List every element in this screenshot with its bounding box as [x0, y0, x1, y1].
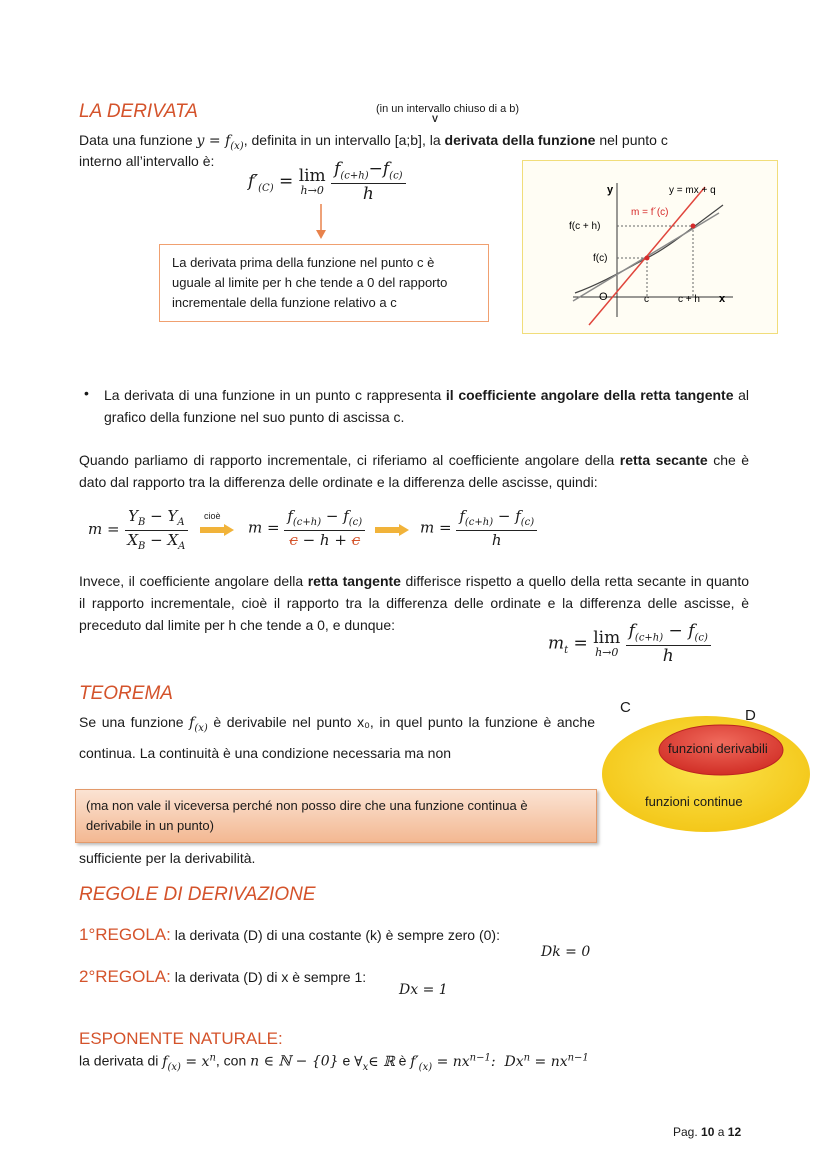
venn-c-label: C	[620, 699, 631, 716]
derivative-formula: $f'_{(C)}$ = lim h→0 $\frac{f_{(c+h)}-f_{(c)}}{h}$	[248, 160, 406, 204]
bullet-paragraph: La derivata di una funzione in un punto c rappresenta il coefficiente angolare della retta tangente al grafico della funzione nel suo punto di ascissa c.	[104, 387, 750, 425]
note-arrow: V	[432, 114, 439, 124]
teorema-note-box: (ma non vale il viceversa perché non posso dire che una funzione continua è derivabile in un punto)	[75, 789, 597, 843]
definition-box: La derivata prima della funzione nel punto c è uguale al limite per h che tende a 0 del rapporto incrementale della funzione relativo a c	[159, 244, 489, 322]
esponente-title: ESPONENTE NATURALE:	[79, 1029, 283, 1048]
arrow-right-icon-2	[375, 524, 411, 536]
arrow-down-icon	[314, 204, 328, 240]
secant-paragraph: Quando parliamo di rapporto incrementale, ci riferiamo al coefficiente angolare della retta secante che è dato dal rapporto tra la differenza delle ordinate e la differenza delle ascisse, quindi:	[79, 452, 750, 490]
page-title: LA DERIVATA	[79, 101, 198, 122]
tangent-paragraph: Invece, il coefficiente angolare della retta tangente differisce rispetto a quello della retta secante in quanto il rapporto incrementale, cioè il rapporto tra la differenza delle ordinate e la differenza delle ascisse, è preceduto dal limite per h che tende a 0, e dunque:	[79, 573, 750, 633]
arrow-right-icon	[200, 524, 236, 536]
secant-formula: m = $\frac{Y_B - Y_A}{X_B - X_A}$	[88, 508, 188, 552]
page-number: Pag. 10 a 12	[673, 1125, 742, 1139]
cioe-label: cioè	[204, 511, 221, 521]
regole-title: REGOLE DI DERIVAZIONE	[79, 884, 316, 905]
intro-line2: interno all’intervallo è:	[79, 153, 215, 169]
venn-inner-label: funzioni derivabili	[668, 741, 768, 756]
simplified-formula: m = $\frac{f_{(c+h)} - f_{(c)}}{h}$	[420, 508, 537, 549]
incremental-formula: m = $\frac{f_{(c+h)} - f_{(c)}}{c - h + c}$	[248, 508, 365, 549]
tangent-graph	[522, 160, 778, 334]
teorema-end: sufficiente per la derivabilità.	[79, 850, 256, 866]
teorema-title: TEOREMA	[79, 683, 173, 704]
bullet-dot: •	[84, 385, 89, 401]
interval-note: (in un intervallo chiuso di a b)	[376, 103, 520, 115]
graph-origin-label: O	[599, 291, 608, 303]
graph-ch-label: c + h	[678, 294, 700, 305]
rule2-formula: Dx = 1	[399, 982, 448, 998]
tangent-limit-formula: $m_t$ = lim h→0 $\frac{f_{(c+h)} - f_{(c)}}{h}$	[548, 622, 711, 666]
rule1-formula: Dk = 0	[541, 944, 591, 960]
graph-slope-label: m = f´(c)	[631, 207, 669, 218]
teorema-paragraph: Se una funzione $f_{(x)}$ è derivabile nel punto x₀, in quel punto la funzione è anche continua. La continuità è una condizione necessaria ma non	[79, 714, 595, 761]
rule2: 2°REGOLA: la derivata (D) di x è sempre 1:	[79, 967, 367, 986]
esponente-paragraph: la derivata di $f_{(x)} = x^n$, con n ∈ ℕ − {0} e $\forall_x\in$ ℝ è $f'_{(x)} = nx^{n-1}$: $Dx^n = nx^{n-1}$	[79, 1052, 589, 1073]
intro-paragraph: Data una funzione $y = f_{(x)}$, definita in un intervallo [a;b], la derivata della funzione nel punto c	[79, 132, 668, 152]
venn-diagram	[596, 697, 812, 837]
graph-fch-label: f(c + h)	[569, 221, 601, 232]
venn-d-label: D	[745, 707, 756, 724]
graph-x-label: x	[719, 293, 726, 305]
venn-outer-label: funzioni continue	[645, 794, 743, 809]
graph-tangent-label: y = mx + q	[669, 185, 716, 196]
graph-c-label: c	[644, 294, 649, 305]
rule1: 1°REGOLA: la derivata (D) di una costante (k) è sempre zero (0):	[79, 925, 500, 944]
graph-y-label: y	[607, 184, 614, 196]
graph-fc-label: f(c)	[593, 253, 608, 264]
